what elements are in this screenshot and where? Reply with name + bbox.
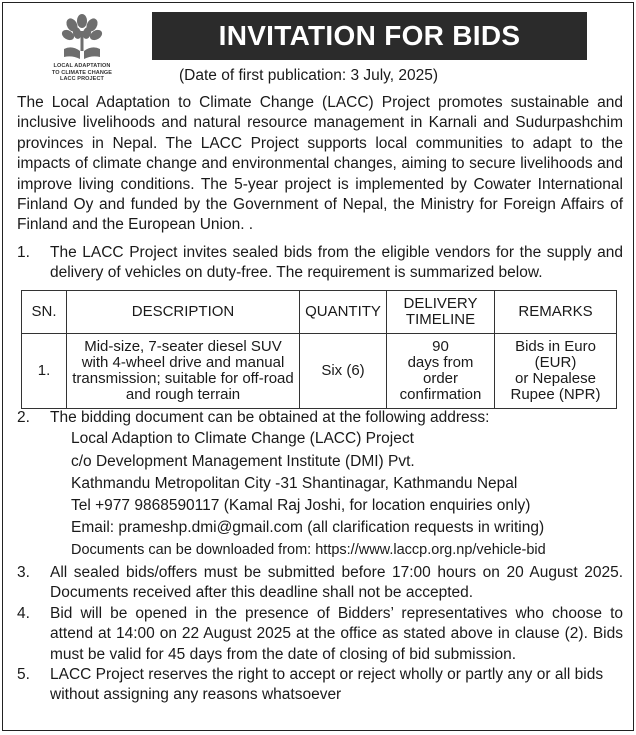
clause-number: 4. [17, 604, 30, 622]
publication-date: (Date of first publication: 3 July, 2025) [179, 67, 439, 84]
tree-hands-icon [60, 13, 104, 63]
lacc-logo [47, 13, 117, 87]
clause-text: All sealed bids/offers must be submitted before 17:00 hours on 20 August 2025. Documents received after this deadline shall not be accepted. [50, 564, 623, 602]
phone-line: Tel +977 9868590117 (Kamal Raj Joshi, for location enquiries only) [71, 497, 531, 515]
clause-1 [17, 243, 623, 284]
col-delivery: DELIVERY TIMELINE [387, 291, 495, 334]
col-remarks: REMARKS [495, 291, 617, 334]
clause-number: 1. [17, 244, 30, 261]
clause-4 [17, 604, 623, 665]
table-row [22, 334, 617, 409]
cell-quantity: Six (6) [300, 334, 387, 409]
clause-text: The LACC Project invites sealed bids from the eligible vendors for the supply and delivery of vehicles on duty-free. The requirement is summarized below. [50, 244, 623, 282]
clause-number: 5. [17, 666, 30, 684]
address-line: Kathmandu Metropolitan City -31 Shantinagar, Kathmandu Nepal [71, 474, 518, 492]
clause-5 [17, 665, 623, 706]
cell-description: Mid-size, 7-seater diesel SUV with 4-wheel drive and manual transmission; suitable for off-road and rough terrain [67, 334, 300, 409]
clause-2 [17, 408, 623, 562]
cell-sn: 1. [22, 334, 67, 409]
intro-paragraph: The Local Adaptation to Climate Change (LACC) Project promotes sustainable and inclusive livelihoods and natural resource management in Karnali and Sudurpashchim provinces in Nepal. The LACC Project supports local communities to adapt to the impacts of climate change and environmental changes, aiming to secure livelihoods and improve living conditions. The 5-year project is implemented by Cowater International Finland Oy and funded by the Government of Nepal, the Ministry for Foreign Affairs of Finland and the European Union. . [17, 94, 623, 234]
table-header-row [22, 291, 617, 334]
col-description: DESCRIPTION [67, 291, 300, 334]
clause-3 [17, 563, 623, 604]
clause-text: The bidding document can be obtained at the following address: [50, 409, 490, 426]
address-line: c/o Development Management Institute (DMI) Pvt. [71, 452, 415, 470]
clause-text: LACC Project reserves the right to accept or reject wholly or partly any or all bids without assigning any reasons whatsoever [50, 666, 604, 704]
clause-number: 3. [17, 564, 30, 581]
requirements-table [21, 290, 617, 409]
col-quantity: QUANTITY [300, 291, 387, 334]
address-block [17, 428, 623, 561]
cell-remarks: Bids in Euro (EUR) or Nepalese Rupee (NPR) [495, 334, 617, 409]
clauses-3-5 [17, 563, 623, 706]
download-link-line: Documents can be downloaded from: https://www.laccp.org.np/vehicle-bid [71, 542, 546, 559]
bid-notice [2, 2, 634, 731]
notice-title: INVITATION FOR BIDS [152, 12, 587, 60]
address-line: Local Adaption to Climate Change (LACC) Project [71, 430, 414, 448]
clause-text: Bid will be opened in the presence of Bidders’ representatives who choose to attend at 14:00 on 22 August 2025 at the office as stated above in clause (2). Bids must be valid for 45 days from the date of closing of bid submission. [50, 604, 623, 663]
logo-text: LOCAL ADAPTATION TO CLIMATE CHANGE LACC PROJECT [51, 63, 113, 82]
cell-delivery: 90 days from order confirmation [387, 334, 495, 409]
col-sn: SN. [22, 291, 67, 334]
email-line: Email: prameshp.dmi@gmail.com (all clarification requests in writing) [71, 519, 545, 537]
clause-number: 2. [17, 409, 30, 426]
